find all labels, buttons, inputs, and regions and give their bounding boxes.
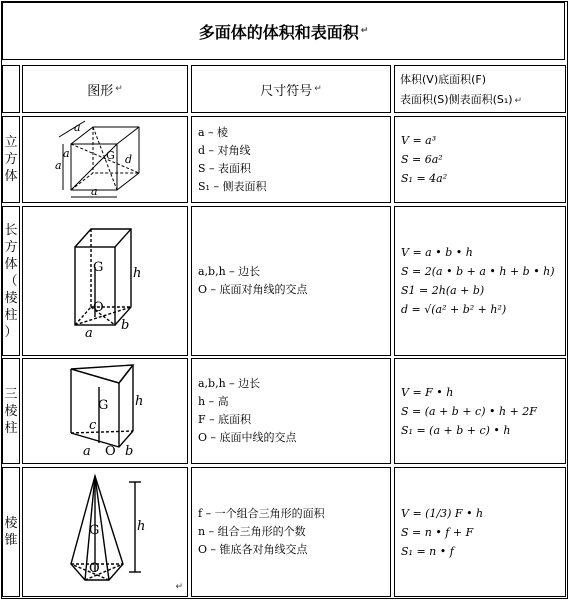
symbol-line: O – 底面对角线的交点 [198, 283, 308, 296]
cuboid-diagram [23, 207, 187, 355]
row-label-cuboid: 长 方 体 （ 棱 柱 ） [2, 206, 20, 356]
formula-line: S₁ = n • f [401, 544, 454, 558]
formula-line: S = 2(a • b + a • h + b • h) [401, 265, 555, 278]
symbol-line: d – 对角线 [198, 143, 251, 157]
symbol-line: a,b,h – 边长 [198, 265, 261, 278]
cube-label-a-bottom: a [91, 185, 98, 198]
cube-label-a-top: a [74, 121, 81, 134]
formula-line: S = (a + b + c) • h + 2F [401, 404, 537, 418]
symbol-line: a – 棱 [198, 125, 229, 139]
figure-cube [22, 116, 188, 203]
formulas-cuboid [394, 206, 566, 356]
figure-pyramid: G h O ↵ [22, 467, 188, 597]
symbol-line: F – 底面积 [198, 413, 252, 426]
symbols-cube [191, 116, 391, 203]
symbol-line: f – 一个组合三角形的面积 [198, 507, 325, 520]
cube-label-a-left: a [55, 159, 62, 172]
header-spacer [2, 65, 20, 113]
symbol-line: S – 表面积 [198, 161, 252, 175]
formula-line: V = F • h [401, 385, 454, 399]
symbols-cuboid [191, 206, 391, 356]
row-label-pyramid: 棱 锥 [2, 467, 20, 597]
formula-line: S₁ = (a + b + c) • h [401, 423, 511, 437]
figure-cuboid [22, 206, 188, 356]
formula-line: V = (1/3) F • h [401, 506, 484, 520]
cube-label-d: d [125, 153, 133, 166]
symbol-line: O – 锥底各对角线交点 [198, 543, 308, 556]
prism-label-a: a [83, 444, 91, 459]
pyramid-label-h: h [137, 519, 146, 534]
formula-line: S = 6a² [401, 153, 443, 166]
prism-label-g: G [98, 398, 109, 413]
pyramid-label-g: G [89, 523, 100, 538]
prism-label-h: h [135, 394, 144, 409]
formula-line: S = n • f + F [401, 525, 474, 539]
formula-line: S1 = 2h(a + b) [401, 284, 485, 297]
formula-line: d = √(a² + b² + h²) [401, 303, 507, 316]
cuboid-label-g: G [93, 260, 104, 275]
formula-line: V = a³ [401, 134, 437, 147]
cube-diagram [23, 117, 187, 202]
header-symbols: 尺寸符号 ↵ [191, 65, 391, 113]
formulas-triangular-prism [394, 358, 566, 464]
symbol-line: n – 组合三角形的个数 [198, 525, 306, 538]
formulas-pyramid [394, 467, 566, 597]
formula-line: S₁ = 4a² [401, 172, 448, 185]
formulas-cube [394, 116, 566, 203]
symbol-line: h – 高 [198, 395, 229, 408]
formula-line: V = a • b • h [401, 246, 473, 259]
prism-label-b: b [125, 444, 134, 459]
cube-label-a-right: a [63, 147, 70, 160]
row-label-triangular-prism: 三 棱 柱 [2, 358, 20, 464]
symbol-line: a,b,h – 边长 [198, 377, 261, 390]
figure-triangular-prism [22, 358, 188, 464]
title-text: 多面体的体积和表面积 [198, 22, 359, 42]
symbol-line: O – 底面中线的交点 [198, 431, 297, 444]
symbol-line: S₁ – 侧表面积 [198, 179, 267, 193]
symbols-pyramid [191, 467, 391, 597]
cuboid-label-b: b [121, 318, 130, 333]
cube-label-g: G [106, 149, 115, 162]
cuboid-label-h: h [133, 266, 142, 281]
header-formulas: 体积(V)底面积(F) 表面积(S)侧表面积(S₁) ↵ [394, 65, 566, 113]
pyramid-diagram [23, 468, 187, 596]
prism-label-o: O [105, 444, 116, 459]
header-formula-line1: 体积(V)底面积(F) [400, 73, 487, 86]
cuboid-label-a: a [85, 326, 93, 341]
table-title: 多面体的体积和表面积 ↵ [2, 2, 565, 60]
symbols-triangular-prism [191, 358, 391, 464]
triangular-prism-diagram [23, 359, 187, 463]
header-formula-line2: 表面积(S)侧表面积(S₁) [400, 93, 513, 106]
row-label-cube: 立 方 体 [2, 116, 20, 203]
header-figure: 图形 ↵ [22, 65, 188, 113]
cuboid-label-o: O [93, 300, 104, 315]
prism-label-c: c [89, 418, 97, 433]
pyramid-label-o: O [89, 561, 100, 576]
